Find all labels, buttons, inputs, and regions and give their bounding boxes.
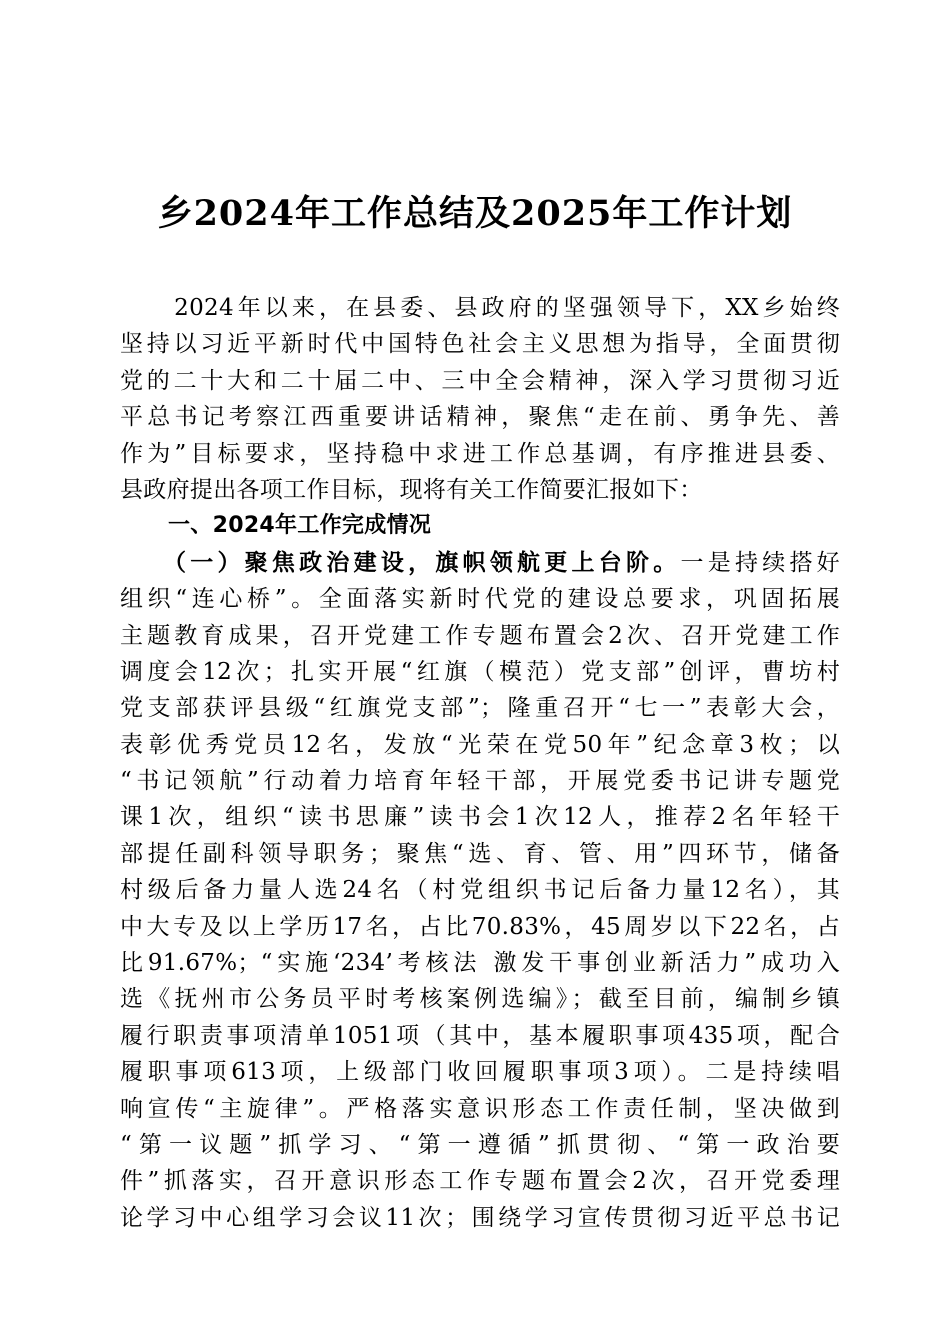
paragraph-line: 履行职责事项清单1051项（其中，基本履职事项435项，配合 xyxy=(120,1022,840,1049)
paragraph-line: 选《抚州市公务员平时考核案例选编》；截至目前，编制乡镇 xyxy=(120,986,840,1013)
paragraph-line: 件”抓落实，召开意识形态工作专题布置会2次，召开党委理 xyxy=(120,1168,840,1195)
paragraph-line: “书记领航”行动着力培育年轻干部，开展党委书记讲专题党 xyxy=(120,768,840,795)
paragraph-line: 2024年以来，在县委、县政府的坚强领导下，XX乡始终 xyxy=(120,295,840,321)
paragraph-line: 党支部获评县级“红旗党支部”；隆重召开“七一”表彰大会， xyxy=(120,695,840,722)
paragraph-line: 平总书记考察江西重要讲话精神，聚焦“走在前、勇争先、善 xyxy=(120,404,840,431)
paragraph-line: 表彰优秀党员12名，发放“光荣在党50年”纪念章3枚；以 xyxy=(120,731,840,758)
paragraph-line: 履职事项613项，上级部门收回履职事项3项）。二是持续唱 xyxy=(120,1059,840,1086)
paragraph-line: 中大专及以上学历17名，占比70.83%，45周岁以下22名，占 xyxy=(120,913,840,940)
page-title: 乡2024年工作总结及2025年工作计划 xyxy=(157,193,793,234)
section-heading: 一、2024年工作完成情况 xyxy=(168,513,432,539)
paragraph-line: 比91.67%；“实施‘234’考核法 激发干事创业新活力”成功入 xyxy=(120,950,840,977)
paragraph-line: 响宣传“主旋律”。严格落实意识形态工作责任制，坚决做到 xyxy=(120,1095,840,1122)
subsection-first-line xyxy=(120,545,840,581)
paragraph-line: 调度会12次；扎实开展“红旗（模范）党支部”创评，曹坊村 xyxy=(120,658,840,685)
paragraph-line: 论学习中心组学习会议11次；围绕学习宣传贯彻习近平总书记 xyxy=(120,1204,840,1231)
paragraph-line: 作为”目标要求，坚持稳中求进工作总基调，有序推进县委、 xyxy=(120,440,840,467)
paragraph-line: 课1次，组织“读书思廉”读书会1次12人，推荐2名年轻干 xyxy=(120,804,840,831)
paragraph-line: 党的二十大和二十届二中、三中全会精神，深入学习贯彻习近 xyxy=(120,367,840,394)
subsection-heading: （一）聚焦政治建设，旗帜领航更上台阶。 xyxy=(120,548,681,576)
paragraph-line: 组织“连心桥”。全面落实新时代党的建设总要求，巩固拓展 xyxy=(120,586,840,613)
subsection-line-rest: 一是持续搭好 xyxy=(680,549,840,576)
paragraph-line: 村级后备力量人选24名（村党组织书记后备力量12名），其 xyxy=(120,877,840,904)
paragraph-line: 县政府提出各项工作目标，现将有关工作简要汇报如下： xyxy=(120,476,703,503)
paragraph-line: “第一议题”抓学习、“第一遵循”抓贯彻、“第一政治要 xyxy=(120,1131,840,1158)
paragraph-line: 坚持以习近平新时代中国特色社会主义思想为指导，全面贯彻 xyxy=(120,331,840,358)
paragraph-line: 主题教育成果，召开党建工作专题布置会2次、召开党建工作 xyxy=(120,622,840,649)
document-body xyxy=(120,290,840,1236)
paragraph-line: 部提任副科领导职务；聚焦“选、育、管、用”四环节，储备 xyxy=(120,840,840,867)
